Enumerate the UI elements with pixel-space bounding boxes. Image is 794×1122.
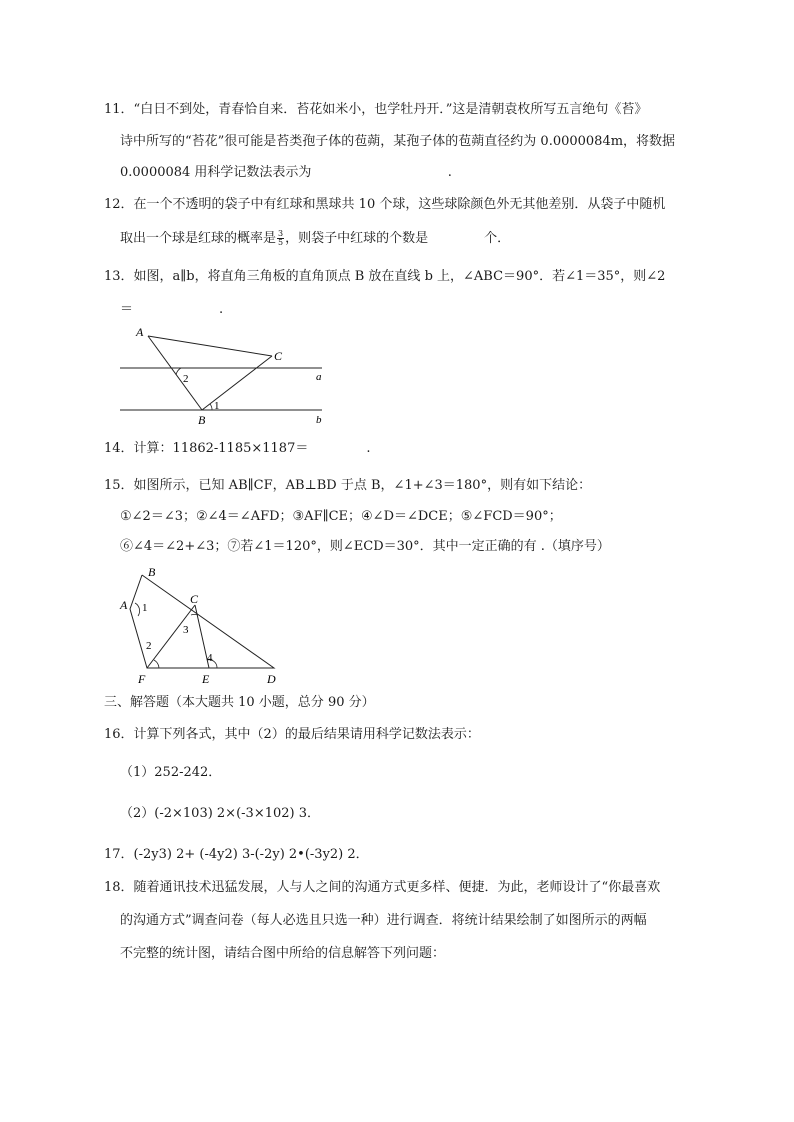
q12-probability-fraction (277, 230, 284, 247)
label-a: a (316, 371, 322, 383)
q18-line2: 的沟通方式”调查问卷（每人必选且只选一种）进行调查．将统计结果绘制了如图所示的两幅 (120, 913, 647, 928)
q15-line3: ⑥∠4＝∠2+∠3；⑦若∠1＝120°，则∠ECD＝30°．其中一定正确的有 .（填序号） (120, 539, 610, 554)
q14-text: 14．计算：11862-1185×1187＝ (104, 441, 309, 456)
q11-line3-text: 0.0000084 用科学记数法表示为 (120, 165, 312, 180)
q12-frac-numerator: 3 (278, 229, 284, 238)
figure-outline (130, 575, 274, 668)
label-angle-3: 3 (183, 624, 189, 636)
label-C: C (274, 349, 283, 363)
angle-2-arc (176, 368, 181, 375)
label-angle-4: 4 (207, 652, 213, 664)
section-3-title: 三、解答题（本大题共 10 小题，总分 90 分） (104, 695, 375, 710)
segment-ac (148, 336, 272, 356)
q15-line1: 15．如图所示，已知 AB∥CF，AB⊥BD 于点 B，∠1+∠3＝180°，则有如下结论： (104, 478, 592, 493)
q12-line2-b: ，则袋子中红球的个数是 (285, 231, 429, 246)
segment-fc (147, 605, 195, 668)
q18-line3: 不完整的统计图，请结合图中所给的信息解答下列问题： (120, 946, 446, 961)
label-A: A (120, 598, 128, 612)
q14-end: . (366, 441, 371, 456)
q13-line1: 13．如图，a∥b，将直角三角板的直角顶点 B 放在直线 b 上，∠ABC＝90°．若∠1＝35°，则∠2 (104, 269, 666, 284)
segment-bc (202, 356, 272, 410)
q13-line2 (120, 301, 223, 319)
label-angle-1: 1 (142, 602, 148, 614)
q15-figure (114, 561, 294, 687)
q12-line1: 12．在一个不透明的袋子中有红球和黑球共 10 个球，这些球除颜色外无其他差别．从袋子中随机 (104, 197, 666, 212)
label-B: B (148, 565, 156, 579)
q17-line: 17．(-2y3) 2+ (-4y2) 3-(-2y) 2•(-3y2) 2． (104, 847, 369, 862)
q14-line (104, 440, 371, 458)
angle-3-arc (191, 614, 198, 615)
q13-figure (110, 320, 340, 432)
q16-line1: 16．计算下列各式，其中（2）的最后结果请用科学记数法表示： (104, 727, 480, 742)
q12-line2 (120, 230, 510, 248)
label-B: B (198, 413, 206, 427)
q11-line3 (120, 164, 452, 182)
q18-line1: 18．随着通讯技术迅猛发展，人与人之间的沟通方式更多样、便捷．为此，老师设计了“你最喜欢 (104, 880, 661, 895)
label-angle-1: 1 (214, 400, 220, 412)
label-C: C (190, 592, 199, 606)
q13-line2-a: ＝ (120, 302, 134, 317)
label-angle-2: 2 (183, 373, 189, 385)
angle-1-arc (210, 404, 212, 410)
q16-part2: （2）(-2×103) 2×(-3×102) 3． (120, 806, 320, 821)
q11-line1: 11．“白日不到处，青春恰自来．苔花如米小，也学牡丹开．”这是清朝袁枚所写五言绝句《苔》 (104, 102, 648, 117)
q16-part1: （1）252-242． (120, 765, 222, 780)
q12-line2-c: 个． (484, 231, 511, 246)
label-angle-2: 2 (146, 640, 152, 652)
q13-line2-b: . (219, 302, 224, 317)
q15-line2: ①∠2＝∠3；②∠4＝∠AFD；③AF∥CE；④∠D＝∠DCE；⑤∠FCD＝90°； (120, 509, 562, 524)
q11-line3-end: . (447, 165, 452, 180)
label-D: D (267, 672, 276, 686)
label-F: F (138, 672, 146, 686)
label-b: b (316, 414, 322, 426)
label-A: A (136, 325, 144, 339)
q12-frac-denominator: 5 (278, 238, 284, 247)
angle-2-arc (154, 660, 159, 668)
angle-1-arc (135, 603, 140, 616)
label-E: E (202, 672, 210, 686)
segment-ab (148, 336, 202, 410)
q12-line2-a: 取出一个球是红球的概率是 (120, 231, 277, 246)
q11-line2: 诗中所写的“苔花”很可能是苔类孢子体的苞蒴，某孢子体的苞蒴直径约为 0.0000084m，将数据 (120, 134, 676, 149)
